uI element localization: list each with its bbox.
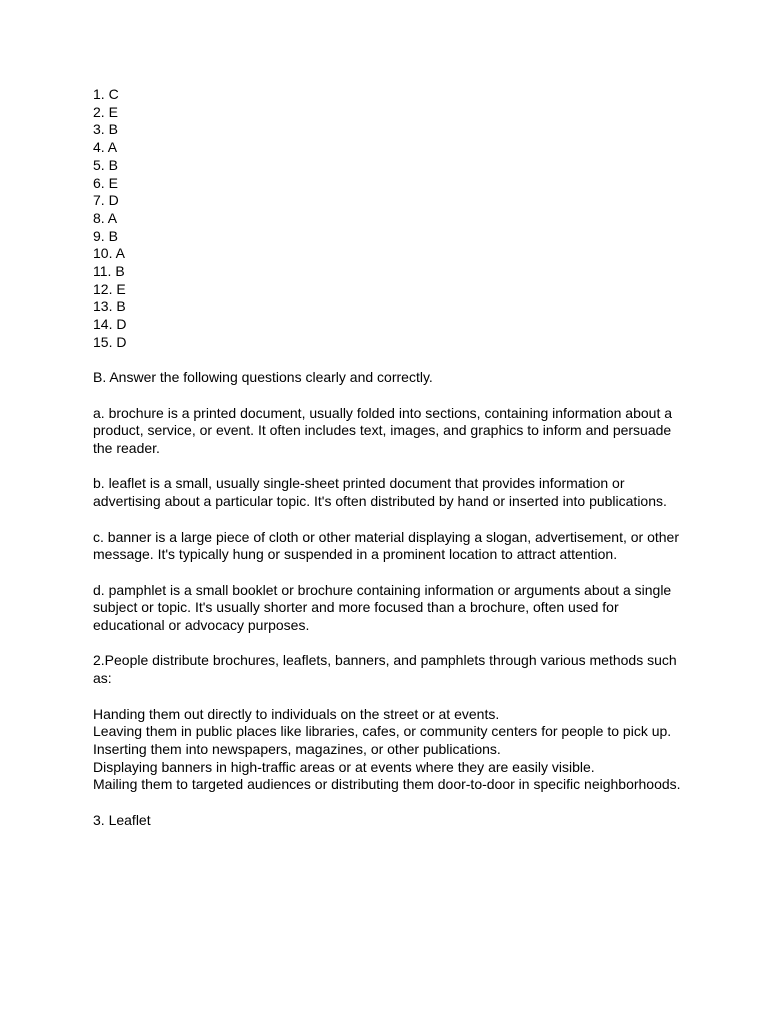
distribution-method: Inserting them into newspapers, magazines, or other publications.: [93, 740, 501, 757]
answer-item: 13. B: [93, 298, 126, 315]
answer-item: 2. E: [93, 103, 118, 120]
answer-item: 1. C: [93, 86, 119, 102]
answer-item: 14. D: [93, 316, 127, 333]
answer-item: 7. D: [93, 192, 119, 209]
distribution-methods-list: [93, 706, 683, 795]
answer-item: 10. A: [93, 245, 125, 262]
distribution-method: Handing them out directly to individuals on the street or at events.: [93, 705, 500, 722]
question-2-intro: 2.People distribute brochures, leaflets, banners, and pamphlets through various methods such as:: [93, 652, 677, 687]
distribution-method: Mailing them to targeted audiences or distributing them door-to-door in specific neighborhoods.: [93, 776, 681, 793]
answer-3: 3. Leaflet: [93, 811, 151, 828]
spacer: [93, 794, 683, 812]
answer-item: 4. A: [93, 139, 118, 156]
answer-item: 8. A: [93, 209, 118, 226]
answer-item: 6. E: [93, 174, 118, 191]
spacer: [93, 635, 683, 653]
answer-key-list: [93, 86, 683, 352]
spacer: [93, 387, 683, 405]
section-b-heading: B. Answer the following questions clearly and correctly.: [93, 369, 433, 386]
answer-item: 3. B: [93, 121, 118, 138]
distribution-method: Displaying banners in high-traffic areas or at events where they are easily visible.: [93, 758, 595, 775]
definition-banner: c. banner is a large piece of cloth or other material displaying a slogan, advertisement, or other message. It's typically hung or suspended in a prominent location to attract attention.: [93, 528, 679, 563]
spacer: [93, 458, 683, 476]
spacer: [93, 511, 683, 529]
definition-brochure: a. brochure is a printed document, usually folded into sections, containing information about a product, service, or event. It often includes text, images, and graphics to inform and persuade the reader.: [93, 404, 673, 457]
spacer: [93, 564, 683, 582]
answer-item: 9. B: [93, 227, 118, 244]
answer-item: 5. B: [93, 156, 118, 173]
spacer: [93, 688, 683, 706]
document-page: [93, 86, 683, 829]
definition-pamphlet: d. pamphlet is a small booklet or brochure containing information or arguments about a single subject or topic. It's usually shorter and more focused than a brochure, often used for educational or advocacy purposes.: [93, 581, 672, 634]
answer-item: 15. D: [93, 333, 127, 350]
distribution-method: Leaving them in public places like libraries, cafes, or community centers for people to pick up.: [93, 723, 672, 740]
spacer: [93, 352, 683, 370]
answer-item: 12. E: [93, 280, 126, 297]
answer-item: 11. B: [93, 263, 125, 280]
definition-leaflet: b. leaflet is a small, usually single-sheet printed document that provides information or advertising about a particular topic. It's often distributed by hand or inserted into publications.: [93, 475, 667, 510]
